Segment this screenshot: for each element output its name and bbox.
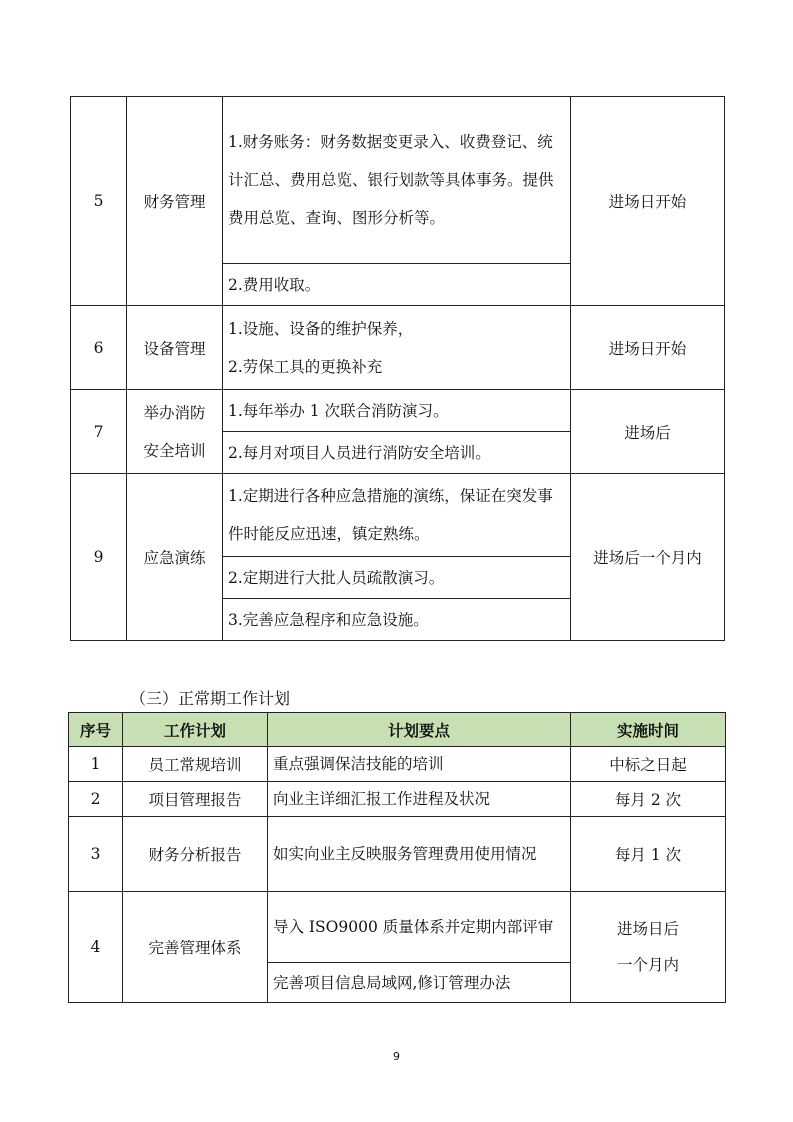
row-item: 设备管理 [127,306,223,390]
row-number: 2 [69,782,123,817]
row-plan: 完善管理体系 [123,892,268,1003]
row-point: 1.每年举办 1 次联合消防演习。 [223,390,571,432]
row-item-line: 举办消防 [143,403,206,422]
row-time: 进场后一个月内 [571,474,725,641]
row-point-line: 2.劳保工具的更换补充 [228,357,383,376]
row-number: 9 [71,474,127,641]
header-points: 计划要点 [268,713,571,747]
table-row [71,474,725,557]
table-row [71,306,725,390]
work-plan-table-continued [70,96,725,641]
row-point: 向业主详细汇报工作进程及状况 [268,782,571,817]
row-point: 2.定期进行大批人员疏散演习。 [223,557,571,599]
row-point: 重点强调保洁技能的培训 [268,747,571,782]
row-point: 完善项目信息局域网,修订管理办法 [268,963,571,1003]
row-time: 进场日开始 [571,97,725,306]
row-plan: 员工常规培训 [123,747,268,782]
row-number: 6 [71,306,127,390]
row-number: 5 [71,97,127,306]
row-plan: 项目管理报告 [123,782,268,817]
row-point: 2.费用收取。 [223,264,571,306]
row-time [571,892,726,1003]
row-item-line: 安全培训 [143,441,206,460]
row-time: 进场后 [571,390,725,474]
row-item: 应急演练 [127,474,223,641]
table-row [71,97,725,264]
row-item: 财务管理 [127,97,223,306]
table-header-row [69,713,726,747]
row-point: 3.完善应急程序和应急设施。 [223,599,571,641]
table-row [69,892,726,963]
header-time: 实施时间 [571,713,726,747]
header-number: 序号 [69,713,123,747]
row-point: 2.每月对项目人员进行消防安全培训。 [223,432,571,474]
row-point-block [223,306,571,390]
row-time: 每月 1 次 [571,817,726,892]
row-number: 4 [69,892,123,1003]
table-row [69,782,726,817]
row-number: 1 [69,747,123,782]
row-point: 1.财务账务：财务数据变更录入、收费登记、统计汇总、费用总览、银行划款等具体事务。提供费用总览、查询、图形分析等。 [223,97,571,264]
row-plan: 财务分析报告 [123,817,268,892]
section-heading: （三）正常期工作计划 [130,689,291,708]
row-point-line: 1.设施、设备的维护保养， [228,319,414,338]
row-number: 7 [71,390,127,474]
row-point: 导入 ISO9000 质量体系并定期内部评审 [268,892,571,963]
row-point: 如实向业主反映服务管理费用使用情况 [268,817,571,892]
row-time: 每月 2 次 [571,782,726,817]
row-time: 中标之日起 [571,747,726,782]
row-time-line: 进场日后 [616,920,679,938]
header-plan: 工作计划 [123,713,268,747]
row-point: 1.定期进行各种应急措施的演练，保证在突发事件时能反应迅速，镇定熟练。 [223,474,571,557]
row-time-line: 一个月内 [616,956,679,974]
row-item [127,390,223,474]
row-time: 进场日开始 [571,306,725,390]
normal-period-work-plan-table [68,712,726,1003]
table-row [71,390,725,432]
table-row [69,817,726,892]
table-row [69,747,726,782]
row-number: 3 [69,817,123,892]
page-number: 9 [393,1050,400,1063]
